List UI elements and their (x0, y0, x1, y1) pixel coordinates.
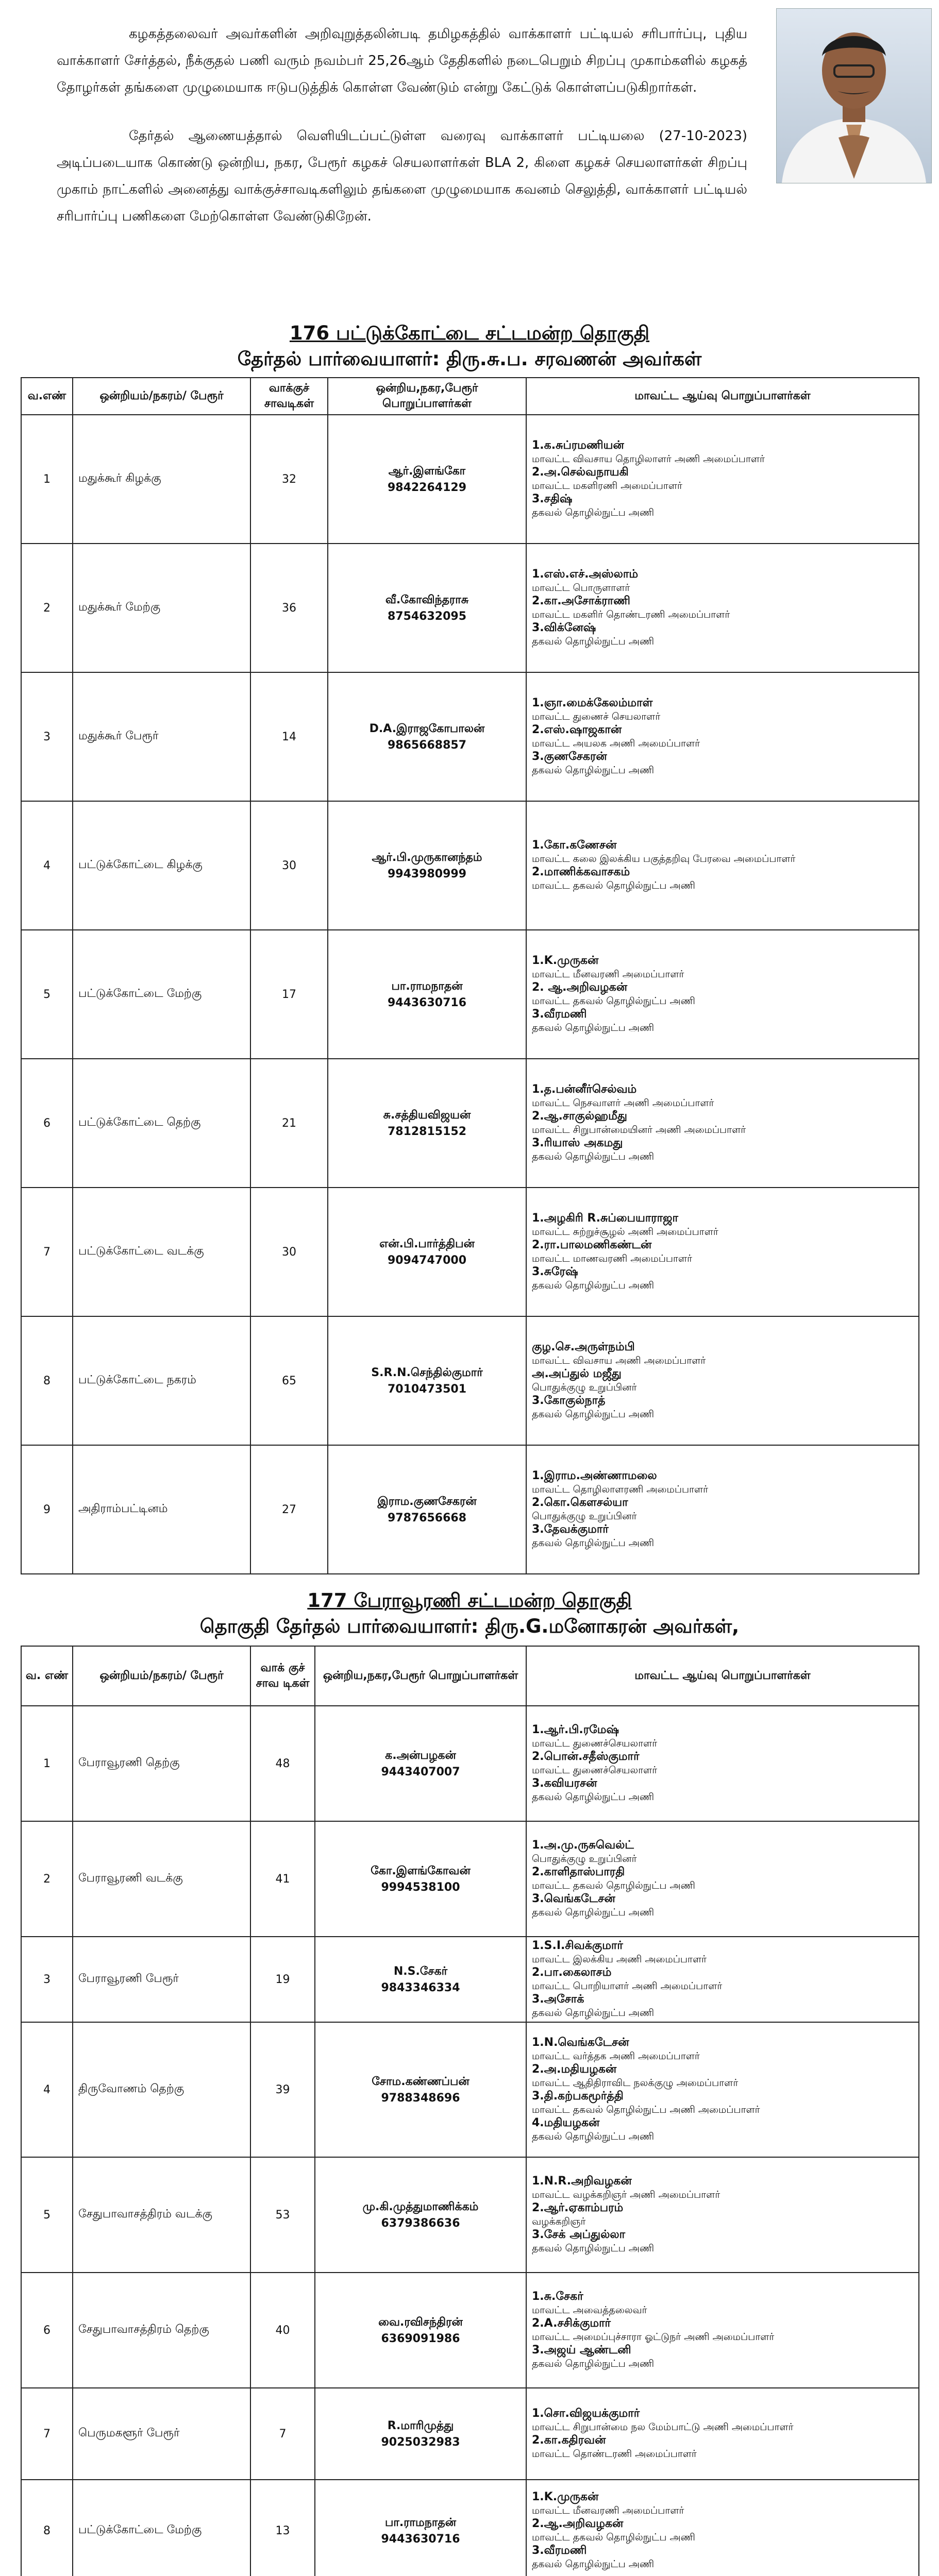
observer-role: தகவல் தொழில்நுட்ப அணி (532, 2007, 655, 2019)
observer-name: 2.ஆ.சாகுல்ஹமீது (532, 1110, 628, 1123)
observer-cell (526, 1316, 919, 1445)
intro-text (57, 21, 747, 251)
officer-phone: 7010473501 (387, 1382, 467, 1396)
column-header: ஒன்றிய,நகர,பேரூர் பொறுப்பாளர்கள் (315, 1646, 526, 1706)
observer-name: குழ.செ.அருள்நம்பி (532, 1341, 635, 1353)
table-row (21, 2022, 919, 2157)
officer-phone: 6379386636 (381, 2216, 460, 2230)
observer-role: தகவல் தொழில்நுட்ப அணி (532, 2131, 655, 2142)
unit-name: மதுக்கூர் மேற்கு (73, 544, 250, 672)
observer-name: 3.ரியாஸ் அகமது (532, 1137, 623, 1149)
observer-role: மாவட்ட சிறுபான்மையினர் அணி அமைப்பாளர் (532, 1124, 746, 1136)
observer-name: 3.அசோக் (532, 1993, 584, 2006)
table-row (21, 2388, 919, 2480)
observer-name: 1.கோ.கணேசன் (532, 839, 617, 852)
observer-role: மாவட்ட இலக்கிய அணி அமைப்பாளர் (532, 1954, 707, 1965)
unit-name: பட்டுக்கோட்டை தெற்கு (73, 1059, 250, 1188)
booth-count: 39 (250, 2022, 315, 2157)
observer-role: மாவட்ட விவசாய அணி அமைப்பாளர் (532, 1355, 706, 1366)
observer-cell (526, 1937, 919, 2022)
officer-name: ஆர்.இளங்கோ (388, 464, 466, 478)
column-header: வ.எண் (21, 378, 73, 415)
officer-cell (328, 930, 526, 1059)
column-header: ஒன்றிய,நகர,பேரூர் பொறுப்பாளர்கள் (328, 378, 526, 415)
officer-phone: 9025032983 (381, 2435, 460, 2449)
observer-role: மாவட்ட மகளிரணி அமைப்பாளர் (532, 480, 682, 492)
officer-phone: 9787656668 (387, 1511, 467, 1524)
observer-cell (526, 1821, 919, 1937)
serial-number: 1 (21, 415, 73, 544)
booth-count: 7 (250, 2388, 315, 2480)
column-header: வாக்குச் சாவடிகள் (250, 378, 328, 415)
observer-role: மாவட்ட அமைப்புச்சாரா ஓட்டுநர் அணி அமைப்பாளர் (532, 2331, 775, 2343)
observer-role: மாவட்ட துணைச்செயலாளர் (532, 1738, 658, 1749)
observer-role: மாவட்ட தகவல் தொழில்நுட்ப அணி (532, 880, 695, 891)
observer-role: வழக்கறிஞர் (532, 2216, 586, 2227)
column-header: ஒன்றியம்/நகரம்/ பேரூர் (73, 378, 250, 415)
observer-role: தகவல் தொழில்நுட்ப அணி (532, 2358, 655, 2369)
unit-name: பட்டுக்கோட்டை வடக்கு (73, 1188, 250, 1316)
observer-cell (526, 2022, 919, 2157)
table-row (21, 2157, 919, 2273)
observer-role: மாவட்ட தகவல் தொழில்நுட்ப அணி (532, 2532, 695, 2543)
officer-cell (315, 2157, 526, 2273)
section1-table (21, 377, 919, 1574)
observer-name: 1.K.முருகன் (532, 2490, 599, 2503)
observer-role: பொதுக்குழு உறுப்பினர் (532, 1511, 637, 1522)
officer-name: பா.ராமநாதன் (384, 2516, 457, 2529)
observer-cell (526, 1188, 919, 1316)
serial-number: 4 (21, 2022, 73, 2157)
observer-role: தகவல் தொழில்நுட்ப அணி (532, 2243, 655, 2254)
officer-phone: 9994538100 (381, 1880, 460, 1894)
observer-name: 1.சொ.விஜயக்குமார் (532, 2407, 640, 2420)
booth-count: 40 (250, 2273, 315, 2388)
table-row (21, 1937, 919, 2022)
serial-number: 7 (21, 2388, 73, 2480)
observer-role: தகவல் தொழில்நுட்ப அணி (532, 1791, 655, 1803)
officer-cell (315, 2022, 526, 2157)
column-header: மாவட்ட ஆய்வு பொறுப்பாளர்கள் (526, 378, 919, 415)
officer-name: இராம.குணசேகரன் (377, 1495, 477, 1508)
booth-count: 48 (250, 1706, 315, 1821)
serial-number: 1 (21, 1706, 73, 1821)
officer-name: கோ.இளங்கோவன் (371, 1864, 471, 1877)
table-row (21, 1706, 919, 1821)
unit-name: பெருமகளூர் பேரூர் (73, 2388, 250, 2480)
column-header: மாவட்ட ஆய்வு பொறுப்பாளர்கள் (526, 1646, 919, 1706)
observer-role: மாவட்ட ஆதிதிராவிட நலக்குழு அமைப்பாளர் (532, 2077, 739, 2089)
observer-name: 1.N.R.அறிவழகன் (532, 2175, 632, 2188)
officer-cell (315, 2388, 526, 2480)
observer-name: 2.கொ.கௌசல்யா (532, 1496, 628, 1509)
officer-name: வீ.கோவிந்தராசு (385, 593, 469, 606)
officer-phone: 7812815152 (387, 1125, 467, 1138)
table-row (21, 544, 919, 672)
leader-photo (776, 8, 932, 183)
booth-count: 21 (250, 1059, 328, 1188)
officer-cell (315, 1706, 526, 1821)
observer-role: மாவட்ட அவைத்தலைவர் (532, 2304, 647, 2316)
observer-name: 3.விக்னேஷ் (532, 621, 596, 634)
serial-number: 5 (21, 2157, 73, 2273)
booth-count: 14 (250, 672, 328, 801)
observer-name: 3.வெங்கடேசன் (532, 1892, 615, 1905)
officer-cell (328, 672, 526, 801)
officer-cell (315, 1937, 526, 2022)
serial-number: 7 (21, 1188, 73, 1316)
unit-name: பேராவூரணி பேரூர் (73, 1937, 250, 2022)
unit-name: பட்டுக்கோட்டை மேற்கு (73, 2480, 250, 2576)
observer-role: மாவட்ட தகவல் தொழில்நுட்ப அணி (532, 995, 695, 1007)
officer-cell (315, 1821, 526, 1937)
observer-role: மாவட்ட மீனவரணி அமைப்பாளர் (532, 2505, 684, 2516)
observer-cell (526, 1706, 919, 1821)
observer-name: 1.ஆர்.பி.ரமேஷ் (532, 1723, 619, 1736)
booth-count: 27 (250, 1445, 328, 1574)
column-header: வாக் குச் சாவ டிகள் (250, 1646, 315, 1706)
observer-role: மாவட்ட மாணவரணி அமைப்பாளர் (532, 1253, 693, 1264)
officer-phone: 9843346334 (381, 1981, 460, 1994)
observer-name: 1.K.முருகன் (532, 954, 599, 967)
observer-role: மாவட்ட தொழிலாளரணி அமைப்பாளர் (532, 1484, 709, 1495)
observer-name: அ.அப்துல் மஜீது (532, 1367, 622, 1380)
booth-count: 17 (250, 930, 328, 1059)
unit-name: சேதுபாவாசத்திரம் தெற்கு (73, 2273, 250, 2388)
observer-role: மாவட்ட சுற்றுச்சூழல் அணி அமைப்பாளர் (532, 1226, 718, 1238)
serial-number: 8 (21, 1316, 73, 1445)
table-row (21, 415, 919, 544)
table-row (21, 672, 919, 801)
observer-role: மாவட்ட வர்த்தக அணி அமைப்பாளர் (532, 2050, 700, 2062)
officer-name: S.R.N.செந்தில்குமார் (371, 1366, 483, 1379)
observer-name: 2.கா.அசோக்ராணி (532, 595, 630, 607)
observer-name: 3.தி.கற்பகமூர்த்தி (532, 2090, 624, 2103)
observer-name: 2.அ.மதியழகன் (532, 2063, 617, 2076)
table-header-row (21, 1646, 919, 1706)
officer-name: சு.சத்தியவிஜயன் (383, 1108, 471, 1122)
observer-role: மாவட்ட துணைச் செயலாளர் (532, 711, 661, 722)
observer-role: மாவட்ட பொறியாளர் அணி அமைப்பாளர் (532, 1980, 723, 1992)
observer-name: 3.குணசேகரன் (532, 750, 607, 763)
observer-cell (526, 415, 919, 544)
table-row (21, 2273, 919, 2388)
serial-number: 5 (21, 930, 73, 1059)
observer-cell (526, 544, 919, 672)
observer-role: மாவட்ட தொண்டரணி அமைப்பாளர் (532, 2448, 697, 2460)
table-row (21, 1188, 919, 1316)
serial-number: 9 (21, 1445, 73, 1574)
officer-name: ஆர்.பி.முருகானந்தம் (372, 851, 482, 864)
unit-name: பட்டுக்கோட்டை மேற்கு (73, 930, 250, 1059)
unit-name: திருவோணம் தெற்கு (73, 2022, 250, 2157)
observer-cell (526, 2388, 919, 2480)
observer-cell (526, 2273, 919, 2388)
observer-name: 3.சேக் அப்துல்லா (532, 2228, 626, 2241)
officer-cell (328, 1188, 526, 1316)
observer-role: தகவல் தொழில்நுட்ப அணி (532, 507, 655, 518)
officer-cell (328, 801, 526, 930)
observer-role: தகவல் தொழில்நுட்ப அணி (532, 1280, 655, 1291)
observer-cell (526, 1445, 919, 1574)
table-header-row (21, 378, 919, 415)
observer-name: 1.சு.சேகர் (532, 2290, 583, 2303)
officer-cell (328, 544, 526, 672)
unit-name: பேராவூரணி தெற்கு (73, 1706, 250, 1821)
observer-role: மாவட்ட மீனவரணி அமைப்பாளர் (532, 969, 684, 980)
observer-name: 2. ஆ.அறிவழகன் (532, 981, 628, 994)
observer-role: தகவல் தொழில்நுட்ப அணி (532, 1537, 655, 1549)
observer-cell (526, 2157, 919, 2273)
officer-name: க.அன்பழகன் (385, 1749, 456, 1762)
observer-name: 3.கோகுல்நாத் (532, 1394, 606, 1407)
intro-paragraph-2: தேர்தல் ஆணையத்தால் வெளியிடப்பட்டுள்ள வரைவு வாக்காளர் பட்டியலை (27-10-2023) அடிப்படையாக கொண்டு ஒன்றிய, நகர, பேரூர் கழகச் செயலாளர்கள் BLA 2, கிளை கழகச் செயலாளர்கள் சிறப்பு முகாம் நாட்களில் அனைத்து வாக்குச்சாவடிகளிலும் தங்களை முழுமையாக கவனம் செலுத்தி, வாக்காளர் பட்டியல் சரிபார்ப்பு பணிகளை மேற்கொள்ள வேண்டுகிறேன். (57, 128, 747, 224)
observer-cell (526, 1059, 919, 1188)
observer-name: 3.சுரேஷ் (532, 1265, 578, 1278)
booth-count: 32 (250, 415, 328, 544)
observer-name: 3.வீரமணி (532, 2544, 587, 2557)
observer-role: மாவட்ட தகவல் தொழில்நுட்ப அணி (532, 1880, 695, 1891)
officer-phone: 9443630716 (387, 996, 467, 1009)
observer-name: 1.N.வெங்கடேசன் (532, 2036, 629, 2049)
booth-count: 65 (250, 1316, 328, 1445)
officer-name: வை.ரவிசந்திரன் (378, 2315, 463, 2329)
observer-role: தகவல் தொழில்நுட்ப அணி (532, 1409, 655, 1420)
observer-name: 3.தேவக்குமார் (532, 1523, 609, 1536)
officer-cell (328, 1316, 526, 1445)
unit-name: பட்டுக்கோட்டை கிழக்கு (73, 801, 250, 930)
table-row (21, 1445, 919, 1574)
section1-heading: 176 பட்டுக்கோட்டை சட்டமன்ற தொகுதி தேர்தல் பார்வையாளர்: திரு.சு.ப. சரவணன் அவர்கள் (237, 322, 702, 370)
officer-name: D.A.இராஜகோபாலன் (369, 722, 485, 735)
observer-role: தகவல் தொழில்நுட்ப அணி (532, 1022, 655, 1033)
observer-role: மாவட்ட துணைச்செயலாளர் (532, 1765, 658, 1776)
observer-name: 1.த.பன்னீர்செல்வம் (532, 1083, 637, 1096)
intro-paragraph-1: கழகத்தலைவர் அவர்களின் அறிவுறுத்தலின்படி தமிழகத்தில் வாக்காளர் பட்டியல் சரிபார்ப்பு, புதிய வாக்காளர் சேர்த்தல், நீக்குதல் பணி வரும் நவம்பர் 25,26ஆம் தேதிகளில் நடைபெறும் சிறப்பு முகாம்களில் கழகத் தோழர்கள் தங்களை முழுமையாக ஈடுபடுத்திக் கொள்ள வேண்டும் என்று கேட்டுக் கொள்ளப்படுகிறார்கள். (57, 26, 747, 95)
unit-name: சேதுபாவாசத்திரம் வடக்கு (73, 2157, 250, 2273)
observer-name: 2.பா.கைலாசம் (532, 1966, 612, 1979)
officer-name: பா.ராமநாதன் (391, 979, 463, 993)
observer-role: மாவட்ட பொருளாளர் (532, 582, 630, 594)
observer-role: மாவட்ட அயலக அணி அமைப்பாளர் (532, 738, 700, 749)
officer-phone: 8754632095 (387, 609, 467, 623)
observer-name: 2.பொன்.சதீஸ்குமார் (532, 1750, 640, 1763)
observer-role: தகவல் தொழில்நுட்ப அணி (532, 1151, 655, 1162)
observer-role: தகவல் தொழில்நுட்ப அணி (532, 2558, 655, 2570)
officer-name: சோம.கண்ணப்பன் (372, 2075, 470, 2088)
observer-role: மாவட்ட விவசாய தொழிலாளர் அணி அமைப்பாளர் (532, 453, 765, 465)
observer-cell (526, 930, 919, 1059)
observer-name: 1.அ.மு.ருசுவெல்ட் (532, 1839, 634, 1852)
serial-number: 2 (21, 1821, 73, 1937)
section2-table (21, 1646, 919, 2576)
unit-name: பேராவூரணி வடக்கு (73, 1821, 250, 1937)
booth-count: 53 (250, 2157, 315, 2273)
officer-name: மு.கி.முத்துமாணிக்கம் (362, 2200, 479, 2213)
officer-phone: 9443407007 (381, 1765, 460, 1778)
officer-name: R.மாரிமுத்து (387, 2419, 454, 2432)
booth-count: 13 (250, 2480, 315, 2576)
officer-cell (328, 1059, 526, 1188)
observer-name: 3.வீரமணி (532, 1008, 587, 1021)
officer-phone: 6369091986 (381, 2332, 460, 2345)
observer-name: 2.எஸ்.ஷாஜகான் (532, 723, 622, 736)
observer-name: 4.மதியழகன் (532, 2116, 600, 2129)
serial-number: 6 (21, 1059, 73, 1188)
observer-name: 3.அஜய் ஆண்டனி (532, 2344, 631, 2357)
booth-count: 30 (250, 1188, 328, 1316)
unit-name: மதுக்கூர் கிழக்கு (73, 415, 250, 544)
observer-name: 2.ரா.பாலமணிகண்டன் (532, 1239, 652, 1251)
booth-count: 41 (250, 1821, 315, 1937)
observer-name: 1.ஞா.மைக்கேலம்மாள் (532, 697, 653, 709)
observer-name: 2.மாணிக்கவாசகம் (532, 866, 630, 878)
observer-role: தகவல் தொழில்நுட்ப அணி (532, 765, 655, 776)
table-row (21, 1059, 919, 1188)
officer-phone: 9094747000 (387, 1253, 467, 1267)
observer-name: 1.S.I.சிவக்குமார் (532, 1939, 623, 1952)
observer-name: 1.இராம.அண்ணாமலை (532, 1469, 657, 1482)
serial-number: 3 (21, 672, 73, 801)
observer-name: 1.எஸ்.எச்.அஸ்லாம் (532, 568, 639, 581)
serial-number: 4 (21, 801, 73, 930)
booth-count: 30 (250, 801, 328, 930)
observer-name: 2.A.சசிக்குமார் (532, 2317, 611, 2330)
officer-cell (328, 415, 526, 544)
officer-name: என்.பி.பார்த்திபன் (379, 1237, 475, 1250)
observer-name: 2.காளிதாஸ்பாரதி (532, 1866, 625, 1878)
serial-number: 6 (21, 2273, 73, 2388)
unit-name: மதுக்கூர் பேரூர் (73, 672, 250, 801)
officer-name: N.S.சேகர் (393, 1964, 448, 1978)
booth-count: 36 (250, 544, 328, 672)
observer-name: 3.சதிஷ் (532, 493, 573, 505)
section2-heading: 177 பேராவூரணி சட்டமன்ற தொகுதி தொகுதி தேர்தல் பார்வையாளர்: திரு.G.மனோகரன் அவர்கள், (199, 1589, 740, 1637)
observer-role: மாவட்ட தகவல் தொழில்நுட்ப அணி அமைப்பாளர் (532, 2104, 760, 2115)
booth-count: 19 (250, 1937, 315, 2022)
observer-role: பொதுக்குழு உறுப்பினர் (532, 1382, 637, 1393)
observer-role: பொதுக்குழு உறுப்பினர் (532, 1853, 637, 1865)
observer-role: மாவட்ட கலை இலக்கிய பகுத்தறிவு பேரவை அமைப்பாளர் (532, 853, 796, 865)
observer-role: மாவட்ட வழக்கறிஞர் அணி அமைப்பாளர் (532, 2189, 720, 2200)
table-row (21, 801, 919, 930)
serial-number: 3 (21, 1937, 73, 2022)
serial-number: 2 (21, 544, 73, 672)
officer-cell (328, 1445, 526, 1574)
observer-name: 3.கவியரசன் (532, 1777, 597, 1790)
table-row (21, 2480, 919, 2576)
observer-name: 2.ஆர்.ஏகாம்பரம் (532, 2201, 624, 2214)
observer-name: 2.ஆ.அறிவழகன் (532, 2517, 624, 2530)
observer-name: 2.அ.செல்வநாயகி (532, 466, 629, 479)
observer-role: மாவட்ட நெசவாளர் அணி அமைப்பாளர் (532, 1097, 714, 1109)
observer-name: 1.அழகிரி R.சுப்பையாராஜா (532, 1212, 679, 1225)
officer-phone: 9943980999 (387, 867, 467, 880)
officer-phone: 9788348696 (381, 2091, 460, 2105)
unit-name: அதிராம்பட்டினம் (73, 1445, 250, 1574)
observer-name: 1.க.சுப்ரமணியன் (532, 439, 624, 452)
unit-name: பட்டுக்கோட்டை நகரம் (73, 1316, 250, 1445)
officer-phone: 9842264129 (387, 481, 467, 494)
observer-name: 2.கா.கதிரவன் (532, 2434, 606, 2447)
table-row (21, 1821, 919, 1937)
leader-portrait-icon (777, 9, 931, 183)
table-row (21, 1316, 919, 1445)
observer-cell (526, 2480, 919, 2576)
column-header: வ. எண் (21, 1646, 73, 1706)
table-row (21, 930, 919, 1059)
serial-number: 8 (21, 2480, 73, 2576)
officer-cell (315, 2273, 526, 2388)
officer-cell (315, 2480, 526, 2576)
observer-role: தகவல் தொழில்நுட்ப அணி (532, 1907, 655, 1918)
observer-role: மாவட்ட சிறுபான்மை நல மேம்பாட்டு அணி அமைப்பாளர் (532, 2421, 794, 2433)
officer-phone: 9443630716 (381, 2532, 460, 2546)
observer-cell (526, 672, 919, 801)
officer-phone: 9865668857 (387, 738, 467, 752)
observer-cell (526, 801, 919, 930)
column-header: ஒன்றியம்/நகரம்/ பேரூர் (73, 1646, 250, 1706)
observer-role: தகவல் தொழில்நுட்ப அணி (532, 636, 655, 647)
observer-role: மாவட்ட மகளிர் தொண்டரணி அமைப்பாளர் (532, 609, 730, 620)
